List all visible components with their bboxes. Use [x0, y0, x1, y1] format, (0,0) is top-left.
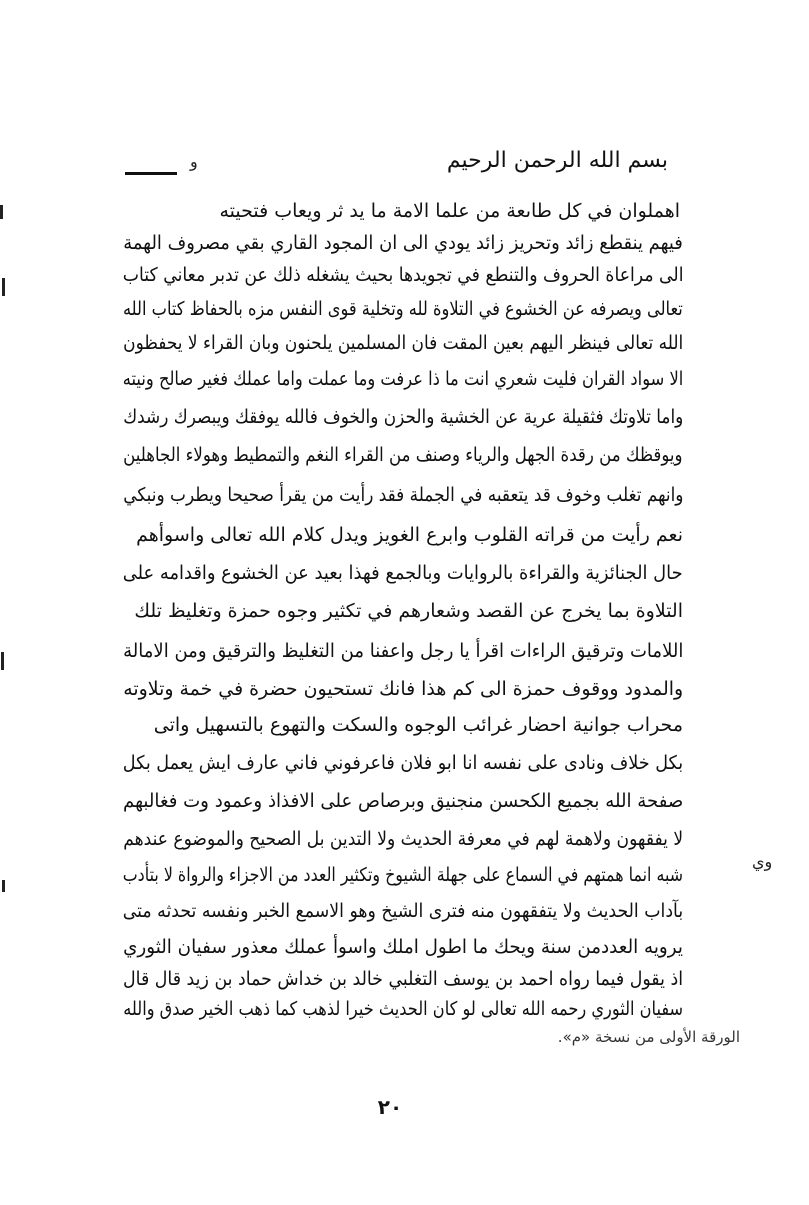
manuscript-line: وانهم تغلب وخوف قد يتعقبه في الجملة فقد رأيت من يقرأ صحيحا ويطرب ونبكي [122, 484, 683, 506]
manuscript-line: اهملوان في كل طاىعة من علما الامة ما يد ثر ويعاب فتحيته [219, 200, 680, 222]
manuscript-line: بكل خلاف ونادى على نفسه انا ابو فلان فاعرفوني فاني عارف ايش يعمل بكل [122, 752, 683, 774]
manuscript-line: لا يفقهون ولاهمة لهم في معرفة الحديث ولا التدين بل الصحيح والموضوع عندهم [123, 828, 683, 850]
manuscript-line: فيهم ينقطع زائد وتحريز زائد يودي الى ان المجود القاري بقي مصروف الهمة [123, 232, 683, 254]
manuscript-line: محراب جوانية احضار غرائب الوجوه والسكت والتهوع بالتسهيل واتى [153, 714, 683, 736]
manuscript-line-title: بسم الله الرحمن الرحيم [446, 148, 668, 173]
manuscript-line: اذ يقول فيما رواه احمد بن يوسف التغلبي خالد بن خداش حماد بن زيد قال قال [122, 968, 683, 990]
edge-mark [0, 205, 3, 219]
manuscript-line: يرويه العددمن سنة ويحك ما اطول املك واسوأ عملك معذور سفيان الثوري [123, 936, 683, 958]
manuscript-line: الله تعالى فينظر اليهم بعين المقت فان المسلمين يلحنون وبان القراء لا يحفظون [122, 332, 683, 354]
manuscript-line: التلاوة بما يخرج عن القصد وشعارهم في تكثير وجوه حمزة وتغليظ تلك [134, 600, 683, 622]
right-margin-note: وي [752, 852, 773, 871]
manuscript-line: الا سواد القران فليت شعري انت ما ذا عرفت وما عملت واما عملك فغير صالح ونيته [122, 368, 683, 390]
manuscript-line: واما تلاوتك فثقيلة عرية عن الخشية والحزن والخوف فالله يوفقك ويبصرك رشدك [122, 406, 683, 428]
edge-mark [2, 278, 5, 296]
page-number: ٢٠ [377, 1095, 403, 1119]
manuscript-line: والمدود ووقوف حمزة الى كم هذا فانك تستحيون حضرة في خمة وتلاوته [123, 678, 683, 700]
manuscript-line: نعم رأيت من قراته القلوب وابرع الغويز ويدل كلام الله تعالى واسوأهم [136, 524, 683, 546]
manuscript-line: صفحة الله بجميع الكحسن منجنيق وبرصاص على الافذاذ وعمود وت فغالبهم [122, 790, 683, 812]
manuscript-line: حال الجنائزية والقراءة بالروايات وبالجمع فهذا بعيد عن الخشوع واقدامه على [123, 562, 683, 584]
left-margin-note: و [190, 152, 198, 171]
manuscript-line: سفيان الثوري رحمه الله تعالى لو كان الحديث خيرا لذهب كما ذهب الخير صدق والله [123, 998, 683, 1020]
manuscript-image [118, 148, 809, 1020]
figure-caption: الورقة الأولى من نسخة «م». [557, 1028, 740, 1046]
edge-mark [2, 880, 5, 892]
manuscript-line: ويوقظك من رقدة الجهل والرياء وصنف من القراء النغم والتمطيط وهولاء الجاهلين [123, 444, 683, 466]
manuscript-line: بآداب الحديث ولا يتفقهون منه فترى الشيخ وهو الاسمع الخبر ونفسه تحدثه متى [122, 900, 683, 922]
manuscript-line: اللامات وترقيق الراءات اقرأ يا رجل واعفنا من التغليظ والترقيق ومن الامالة [122, 640, 683, 662]
manuscript-line: تعالى ويصرفه عن الخشوع في التلاوة لله وتخلية قوى النفس مزه بالحفاظ كتاب الله [123, 298, 683, 320]
manuscript-line: الى مراعاة الحروف والتنطع في تجويدها بحيث يشغله ذلك عن تدبر معاني كتاب [122, 264, 683, 286]
edge-mark [1, 652, 4, 670]
manuscript-line: شبه انما همتهم في السماع على جهلة الشيوخ وتكثير العدد من الاجزاء والرواة لا بتأدب [122, 864, 683, 886]
